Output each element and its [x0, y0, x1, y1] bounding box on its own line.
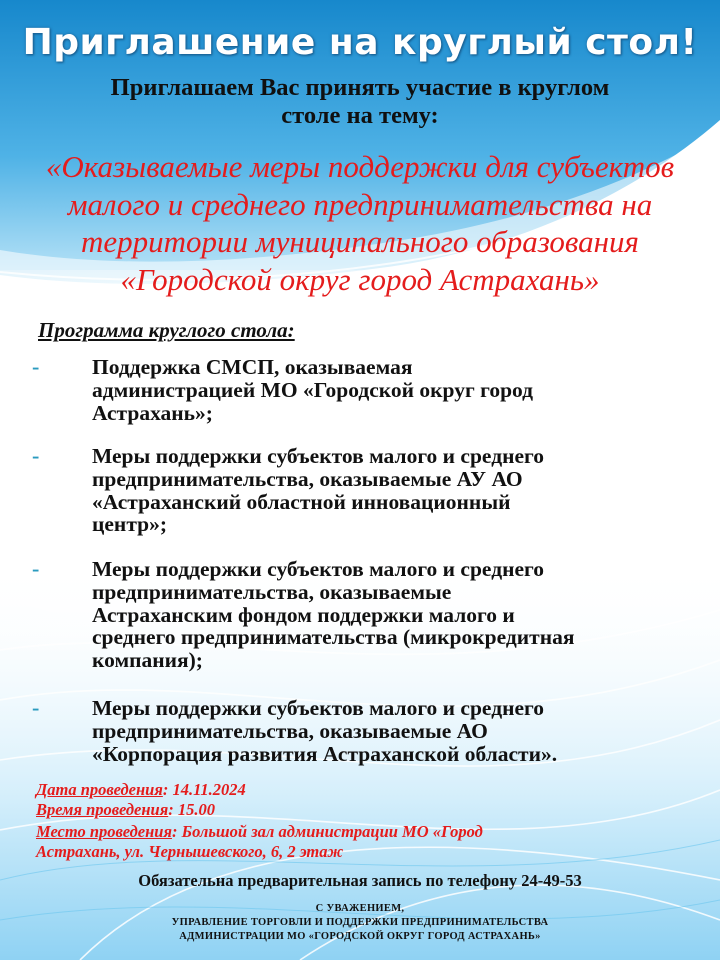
item-line: «Корпорация развития Астраханской области». [92, 741, 558, 766]
place-value: : Большой зал администрации МО «Город [171, 822, 483, 841]
item-line: предпринимательства, оказываемые АУ АО [92, 466, 523, 491]
signature-line: УПРАВЛЕНИЕ ТОРГОВЛИ И ПОДДЕРЖКИ ПРЕДПРИНИМАТЕЛЬСТВА [171, 917, 549, 928]
program-item-text [92, 697, 712, 765]
program-item-text [92, 445, 712, 536]
item-line: Поддержка СМСП, оказываемая [92, 355, 413, 379]
item-line: предпринимательства, оказываемые [92, 579, 452, 604]
phone-note: Обязательна предварительная запись по телефону 24-49-53 [138, 871, 582, 890]
time-label: Время проведения [36, 800, 169, 819]
topic-line: территории муниципального образования [81, 224, 639, 259]
item-line: центр»; [92, 512, 168, 537]
item-line: Астраханским фондом поддержки малого и [92, 602, 515, 627]
place-label: Место проведения [36, 822, 172, 841]
invite-line: Приглашаем Вас принять участие в круглом [110, 74, 610, 101]
topic-line: «Оказываемые меры поддержки для субъектов [45, 149, 675, 184]
bullet-dash: - [32, 443, 40, 468]
page-title: Приглашение на круглый стол! [22, 22, 698, 63]
item-line: среднего предпринимательства (микрокредитная [92, 625, 575, 650]
program-item-text [92, 356, 712, 424]
date-value: : 14.11.2024 [162, 780, 246, 799]
invite-text [30, 74, 690, 130]
program-item-text [92, 558, 712, 672]
item-line: Меры поддержки субъектов малого и среднего [92, 557, 544, 581]
item-line: «Астраханский областной инновационный [92, 489, 511, 514]
item-line: компания); [92, 648, 203, 673]
bullet-dash: - [32, 556, 40, 581]
item-line: предпринимательства, оказываемые АО [92, 718, 488, 743]
event-time [36, 800, 696, 820]
time-value: : 15.00 [168, 800, 215, 819]
item-line: Астрахань»; [92, 400, 213, 425]
event-place-line2: Астрахань, ул. Чернышевского, 6, 2 этаж [36, 842, 344, 861]
invite-line: столе на тему: [281, 102, 439, 129]
topic-line: малого и среднего предпринимательства на [67, 186, 653, 222]
event-place [36, 822, 696, 842]
bullet-dash: - [32, 354, 40, 379]
item-line: Меры поддержки субъектов малого и среднего [92, 696, 544, 720]
event-date [36, 780, 696, 800]
signature-line: С УВАЖЕНИЕМ, [315, 903, 405, 914]
program-heading: Программа круглого стола: [38, 318, 295, 342]
item-line: администрацией МО «Городской округ город [92, 377, 534, 402]
topic-line: «Городской округ город Астрахань» [120, 261, 600, 297]
item-line: Меры поддержки субъектов малого и среднего [92, 444, 544, 468]
bullet-dash: - [32, 695, 40, 720]
signature-line: АДМИНИСТРАЦИИ МО «ГОРОДСКОЙ ОКРУГ ГОРОД АСТРАХАНЬ» [179, 931, 541, 942]
date-label: Дата проведения [36, 780, 163, 799]
topic-title [22, 148, 698, 298]
